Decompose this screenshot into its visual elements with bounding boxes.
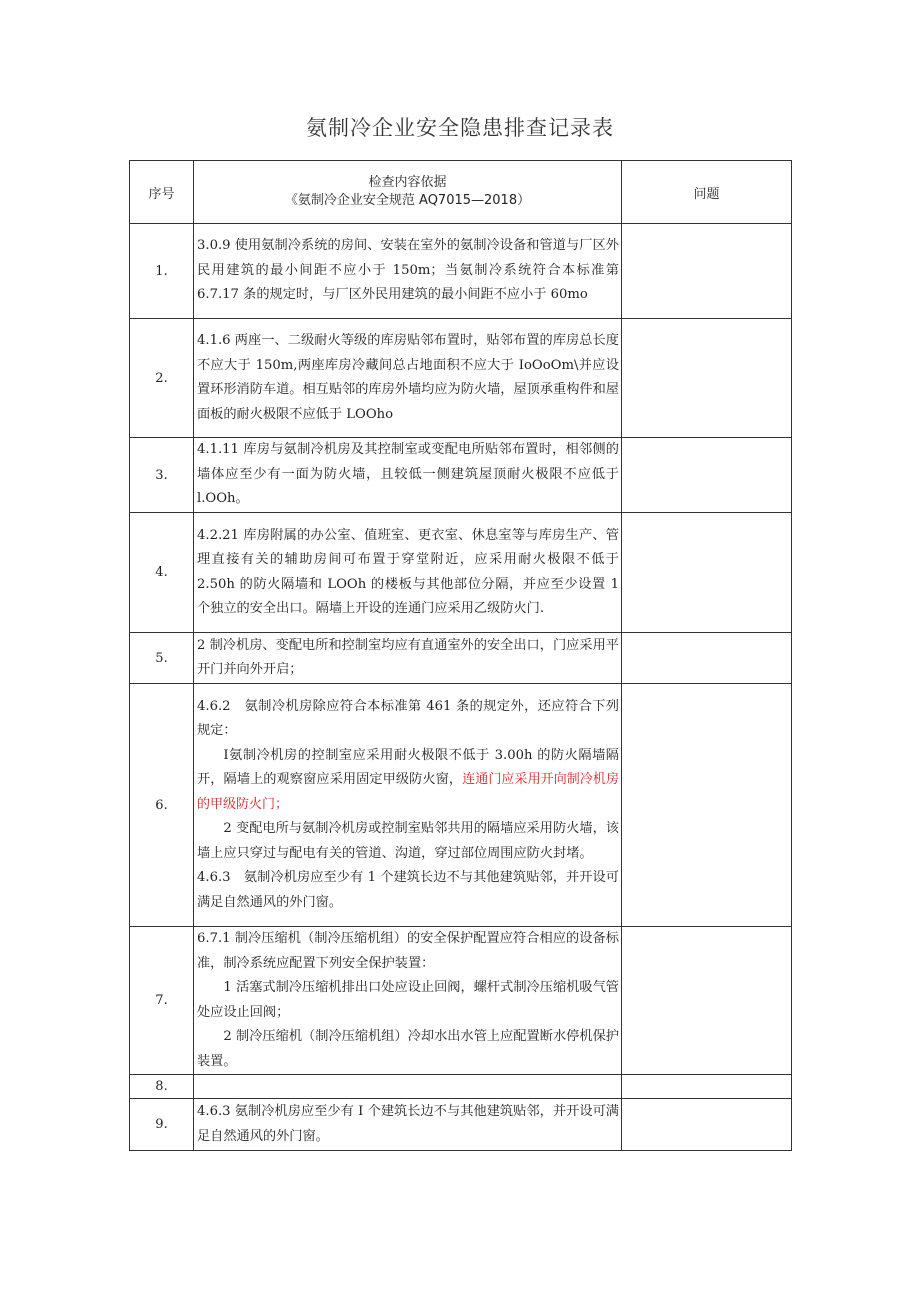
- table-row: [130, 438, 792, 513]
- table-row: [130, 319, 792, 438]
- row-number: 3.: [130, 438, 194, 513]
- highlighted-text: 连通门应采用开向制冷机房的甲级防火门；: [197, 772, 619, 812]
- content-paragraph: 2 制冷压缩机（制冷压缩机组）冷却水出水管上应配置断水停机保护装置。: [197, 1029, 619, 1069]
- row-issue-cell[interactable]: [622, 1075, 792, 1099]
- row-issue-cell[interactable]: [622, 1099, 792, 1151]
- table-row: [130, 1075, 792, 1099]
- row-number: 9.: [130, 1099, 194, 1151]
- inspection-table: [129, 160, 792, 1151]
- header-no: 序号: [130, 161, 194, 224]
- row-issue-cell[interactable]: [622, 684, 792, 927]
- row-number: 1.: [130, 224, 194, 319]
- row-number: 2.: [130, 319, 194, 438]
- page-title: 氨制冷企业安全隐患排查记录表: [306, 116, 614, 140]
- header-issue: 问题: [622, 161, 792, 224]
- content-paragraph: [197, 744, 619, 818]
- row-issue-cell[interactable]: [622, 513, 792, 633]
- row-content: 2 制冷机房、变配电所和控制室均应有直通室外的安全出口，门应采用平开门并向外开启；: [194, 633, 622, 684]
- table-row: [130, 927, 792, 1075]
- row-content: [194, 1075, 622, 1099]
- row-number: 5.: [130, 633, 194, 684]
- header-content: [194, 161, 622, 224]
- row-content: 4.6.3 氨制冷机房应至少有 I 个建筑长边不与其他建筑贴邻，并开设可满足自然通风的外门窗。: [194, 1099, 622, 1151]
- table-row: [130, 633, 792, 684]
- content-paragraph: 4.6.3 氨制冷机房应至少有 1 个建筑长边不与其他建筑贴邻，并开设可满足自然通风的外门窗。: [197, 870, 619, 910]
- row-number: 8.: [130, 1075, 194, 1099]
- row-content: 4.2.21 库房附属的办公室、值班室、更衣室、休息室等与库房生产、管理直接有关的辅助房间可布置于穿堂附近，应采用耐火极限不低于 2.50h 的防火隔墙和 LOOh 的楼板与其他部位分隔，并应至少设置 1 个独立的安全出口。隔墙上开设的连通门应采用乙级防火门.: [194, 513, 622, 633]
- row-number: 6.: [130, 684, 194, 927]
- row-content: 4.1.6 两座一、二级耐火等级的库房贴邻布置时，贴邻布置的库房总长度不应大于 150m,两座库房冷藏间总占地面积不应大于 IoOoOm\并应设置环形消防车道。相互贴邻的库房外墙均应为防火墙，屋顶承重构件和屋面板的耐火极限不应低于 LOOho: [194, 319, 622, 438]
- row-content: 4.1.11 库房与氨制冷机房及其控制室或变配电所贴邻布置时，相邻侧的墙体应至少有一面为防火墙，且较低一侧建筑屋顶耐火极限不应低于 l.OOh。: [194, 438, 622, 513]
- header-content-line2: 《氨制冷企业安全规范 AQ7015—2018）: [284, 193, 531, 208]
- table-header-row: [130, 161, 792, 224]
- table-row: [130, 513, 792, 633]
- row-content: [194, 684, 622, 927]
- content-paragraph: 6.7.1 制冷压缩机（制冷压缩机组）的安全保护配置应符合相应的设备标准，制冷系统应配置下列安全保护装置：: [197, 931, 619, 971]
- row-issue-cell[interactable]: [622, 438, 792, 513]
- row-issue-cell[interactable]: [622, 224, 792, 319]
- content-paragraph: 4.6.2 氨制冷机房除应符合本标准第 461 条的规定外，还应符合下列规定：: [197, 698, 619, 739]
- row-number: 7.: [130, 927, 194, 1075]
- row-issue-cell[interactable]: [622, 927, 792, 1075]
- table-row: [130, 684, 792, 927]
- content-paragraph: 2 变配电所与氨制冷机房或控制室贴邻共用的隔墙应采用防火墙，该墙上应只穿过与配电有关的管道、沟道，穿过部位周围应防火封堵。: [197, 821, 619, 861]
- table-row: [130, 1099, 792, 1151]
- header-content-line1: 检查内容依据: [368, 175, 447, 190]
- content-paragraph: 1 活塞式制冷压缩机排出口处应设止回阀，螺杆式制冷压缩机吸气管处应设止回阀；: [197, 980, 619, 1020]
- row-issue-cell[interactable]: [622, 633, 792, 684]
- row-issue-cell[interactable]: [622, 319, 792, 438]
- row-content: 3.0.9 使用氨制冷系统的房间、安装在室外的氨制冷设备和管道与厂区外民用建筑的最小间距不应小于 150m；当氨制冷系统符合本标准第 6.7.17 条的规定时，与厂区外民用建筑的最小间距不应小于 60mo: [194, 224, 622, 319]
- row-number: 4.: [130, 513, 194, 633]
- row-content: [194, 927, 622, 1075]
- table-row: [130, 224, 792, 319]
- content-text: I氨制冷机房的控制室应采用耐火极限不低于 3.00h 的防火隔墙隔开，隔墙上的观察窗应采用固定甲级防火窗，: [197, 747, 619, 788]
